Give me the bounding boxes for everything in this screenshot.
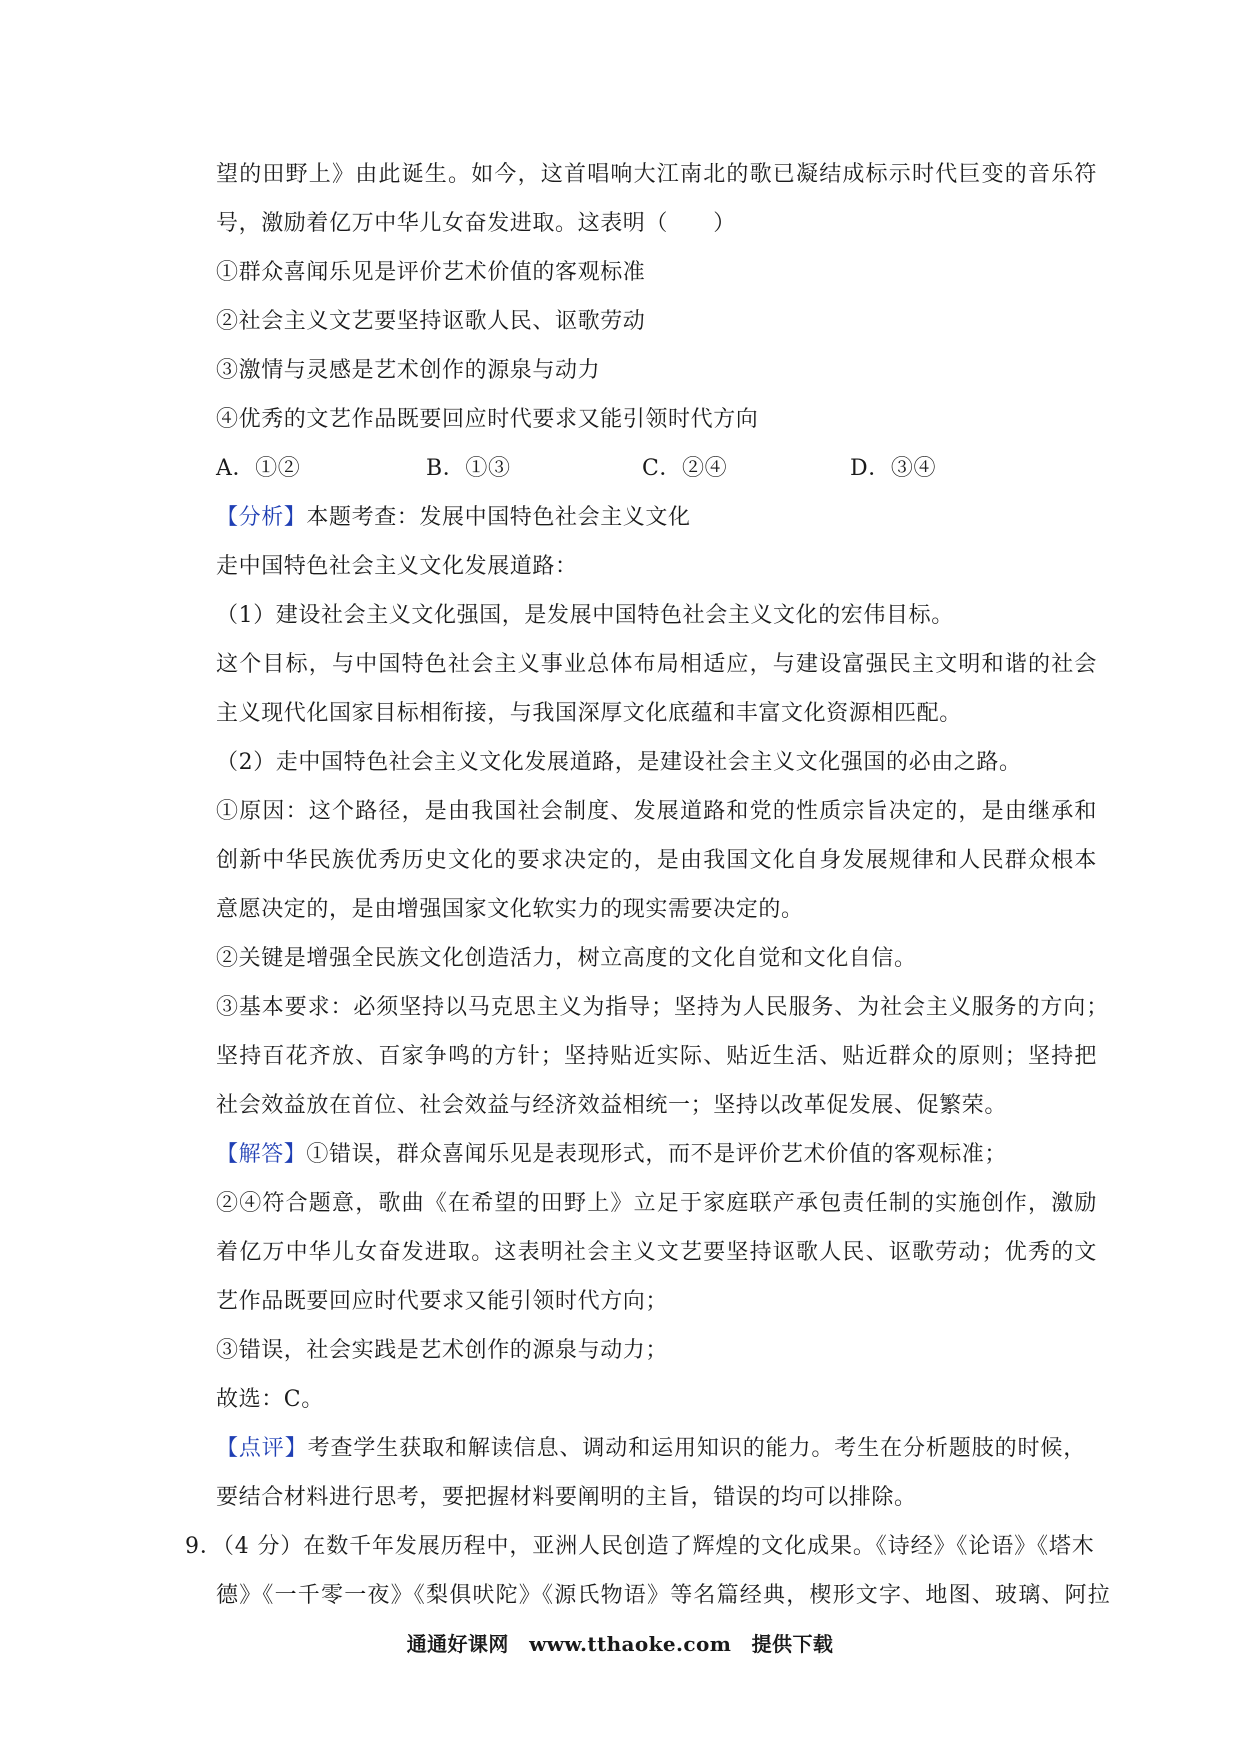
statement-item: ③激情与灵感是艺术创作的源泉与动力 [216, 358, 601, 383]
answer-tag: 【解答】 [216, 1142, 307, 1167]
analysis-first-text: 本题考查：发展中国特色社会主义文化 [306, 505, 691, 530]
answer-options [216, 454, 1016, 484]
statement-item: ①群众喜闻乐见是评价艺术价值的客观标准 [216, 260, 646, 285]
analysis-line: 走中国特色社会主义文化发展道路： [216, 554, 578, 579]
analysis-line: ②关键是增强全民族文化创造活力，树立高度的文化自觉和文化自信。 [216, 946, 917, 971]
analysis-line: 社会效益放在首位、社会效益与经济效益相统一；坚持以改革促发展、促繁荣。 [216, 1093, 1008, 1118]
option-a: A．①② [216, 456, 301, 481]
comment-line: 要结合材料进行思考，要把握材料要阐明的主旨，错误的均可以排除。 [216, 1485, 917, 1510]
comment-first-text: 考查学生获取和解读信息、调动和运用知识的能力。考生在分析题肢的时候， [307, 1436, 1087, 1461]
analysis-line: 这个目标，与中国特色社会主义事业总体布局相适应，与建设富强民主文明和谐的社会 [216, 652, 1098, 677]
statement-item: ④优秀的文艺作品既要回应时代要求又能引领时代方向 [216, 407, 759, 432]
answer-line: ②④符合题意，歌曲《在希望的田野上》立足于家庭联产承包责任制的实施创作，激励 [216, 1191, 1098, 1216]
analysis-line: （1）建设社会主义文化强国，是发展中国特色社会主义文化的宏伟目标。 [216, 603, 954, 628]
question-9-line [185, 1532, 1095, 1562]
comment-heading-line [216, 1434, 1086, 1464]
analysis-line: 意愿决定的，是由增强国家文化软实力的现实需要决定的。 [216, 897, 804, 922]
option-b: B．①③ [426, 456, 511, 481]
answer-heading-line [216, 1140, 1007, 1170]
comment-tag: 【点评】 [216, 1436, 308, 1461]
answer-line: ③错误，社会实践是艺术创作的源泉与动力； [216, 1338, 669, 1363]
analysis-line: ①原因：这个路径，是由我国社会制度、发展道路和党的性质宗旨决定的，是由继承和 [216, 799, 1098, 824]
question-text-line: 号，激励着亿万中华儿女奋发进取。这表明（ ） [216, 211, 736, 236]
statement-item: ②社会主义文艺要坚持讴歌人民、讴歌劳动 [216, 309, 646, 334]
footer-source: 通通好课网 www.tthaoke.com 提供下载 [406, 1632, 834, 1656]
analysis-tag: 【分析】 [216, 505, 307, 530]
question-9-line: 德》《一千零一夜》《梨俱吠陀》《源氏物语》等名篇经典，楔形文字、地图、玻璃、阿拉 [216, 1583, 1112, 1608]
question-text-line: 望的田野上》由此诞生。如今，这首唱响大江南北的歌已凝结成标示时代巨变的音乐符 [216, 162, 1098, 187]
analysis-line: 坚持百花齐放、百家争鸣的方针；坚持贴近实际、贴近生活、贴近群众的原则；坚持把 [216, 1044, 1098, 1069]
option-c: C．②④ [642, 456, 728, 481]
answer-line: 着亿万中华儿女奋发进取。这表明社会主义文艺要坚持讴歌人民、讴歌劳动；优秀的文 [216, 1240, 1098, 1265]
answer-first-text: ①错误，群众喜闻乐见是表现形式，而不是评价艺术价值的客观标准； [306, 1142, 1008, 1167]
analysis-line: 创新中华民族优秀历史文化的要求决定的，是由我国文化自身发展规律和人民群众根本 [216, 848, 1098, 873]
option-d: D．③④ [850, 456, 937, 481]
analysis-line: 主义现代化国家目标相衔接，与我国深厚文化底蕴和丰富文化资源相匹配。 [216, 701, 962, 726]
answer-line: 艺作品既要回应时代要求又能引领时代方向； [216, 1289, 669, 1314]
analysis-line: ③基本要求：必须坚持以马克思主义为指导；坚持为人民服务、为社会主义服务的方向； [216, 995, 1110, 1020]
question-9-text: （4 分）在数千年发展历程中，亚洲人民创造了辉煌的文化成果。《诗经》《论语》《塔木 [222, 1534, 1095, 1559]
answer-line: 故选：C。 [216, 1387, 324, 1412]
analysis-line: （2）走中国特色社会主义文化发展道路，是建设社会主义文化强国的必由之路。 [216, 750, 1022, 775]
analysis-heading-line [216, 503, 691, 533]
question-number: 9． [185, 1534, 223, 1559]
